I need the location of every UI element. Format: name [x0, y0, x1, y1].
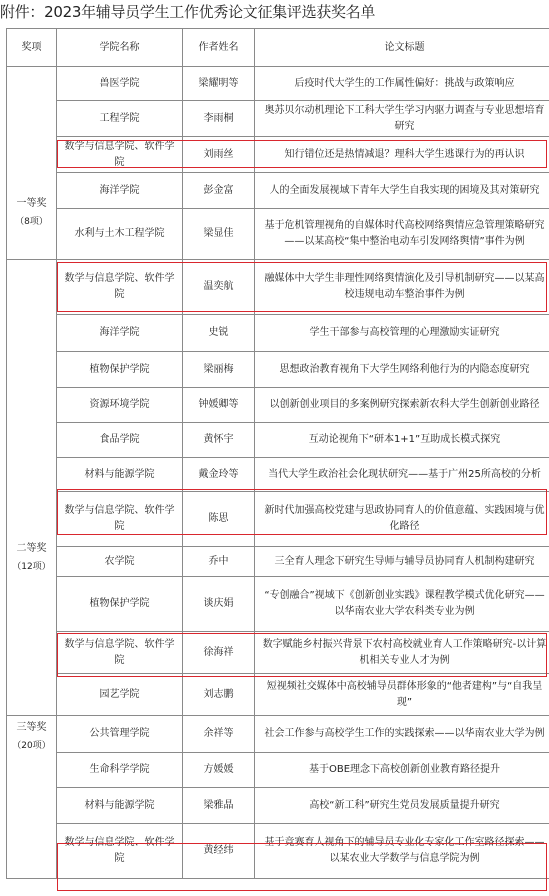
title-cell: 数字赋能乡村振兴背景下农村高校就业育人工作策略研究-以计算机相关专业人才为例 — [255, 632, 549, 674]
table-row — [7, 137, 549, 173]
title-cell: 社会工作参与高校学生工作的实践探索——以华南农业大学为例 — [255, 716, 549, 753]
table-row — [7, 674, 549, 716]
title-cell: 后疫时代大学生的工作属性偏好：挑战与政策响应 — [255, 67, 549, 101]
prize-second — [7, 260, 57, 716]
author-cell: 陈思 — [183, 492, 255, 547]
title-cell: 学生干部参与高校管理的心理激励实证研究 — [255, 315, 549, 352]
author-cell: 史锐 — [183, 315, 255, 352]
title-cell: 融媒体中大学生非理性网络舆情演化及引导机制研究——以某高校违规电动车整治事件为例 — [255, 260, 549, 315]
college-cell: 数学与信息学院、软件学院 — [57, 260, 183, 315]
author-cell: 方媛媛 — [183, 753, 255, 788]
table-row — [7, 423, 549, 458]
header-author: 作者姓名 — [183, 29, 255, 67]
prize-count: （20项） — [12, 741, 51, 751]
author-cell: 余祥等 — [183, 716, 255, 753]
prize-label: 一等奖 — [16, 198, 47, 209]
college-cell: 数学与信息学院、软件学院 — [57, 632, 183, 674]
table-row — [7, 492, 549, 547]
title-cell: 基于危机管理视角的自媒体时代高校网络舆情应急管理策略研究——以某高校“集中整治电动车引发网络舆情”事件为例 — [255, 209, 549, 260]
author-cell: 梁显佳 — [183, 209, 255, 260]
college-cell: 生命科学学院 — [57, 753, 183, 788]
college-cell: 资源环境学院 — [57, 388, 183, 423]
author-cell: 戴金玲等 — [183, 458, 255, 492]
header-title: 论文标题 — [255, 29, 549, 67]
title-cell: 奥苏贝尔动机理论下工科大学生学习内驱力调查与专业思想培育研究 — [255, 101, 549, 137]
table-row — [7, 824, 549, 879]
prize-label: 三等奖 — [16, 722, 47, 733]
table-row — [7, 101, 549, 137]
table-row — [7, 753, 549, 788]
table-row — [7, 547, 549, 577]
table-row — [7, 632, 549, 674]
prize-label: 二等奖 — [16, 542, 47, 554]
table-row — [7, 458, 549, 492]
college-cell: 园艺学院 — [57, 674, 183, 716]
author-cell: 黄经纬 — [183, 824, 255, 879]
college-cell: 数学与信息学院、软件学院 — [57, 824, 183, 879]
title-cell: 短视频社交媒体中高校辅导员群体形象的“他者建构”与“自我呈现” — [255, 674, 549, 716]
college-cell: 海洋学院 — [57, 315, 183, 352]
college-cell: 海洋学院 — [57, 173, 183, 209]
title-cell: 当代大学生政治社会化现状研究——基于广州25所高校的分析 — [255, 458, 549, 492]
table-row — [7, 209, 549, 260]
author-cell: 刘志鹏 — [183, 674, 255, 716]
table-row — [7, 388, 549, 423]
college-cell: 农学院 — [57, 547, 183, 577]
author-cell: 梁雅晶 — [183, 788, 255, 824]
title-cell: 新时代加强高校党建与思政协同育人的价值意蕴、实践困境与优化路径 — [255, 492, 549, 547]
author-cell: 黄怀宇 — [183, 423, 255, 458]
awards-table — [6, 28, 549, 879]
title-cell: 互动论视角下“研本1+1”互助成长模式探究 — [255, 423, 549, 458]
table-header-row — [7, 29, 549, 67]
table-row — [7, 716, 549, 753]
college-cell: 水利与土木工程学院 — [57, 209, 183, 260]
college-cell: 食品学院 — [57, 423, 183, 458]
header-prize: 奖项 — [7, 29, 57, 67]
college-cell: 植物保护学院 — [57, 352, 183, 388]
title-cell: 高校“新工科”研究生党员发展质量提升研究 — [255, 788, 549, 824]
title-cell: “专创融合”视域下《创新创业实践》课程教学模式优化研究——以华南农业大学农科类专业为例 — [255, 577, 549, 632]
college-cell: 公共管理学院 — [57, 716, 183, 753]
title-cell: 思想政治教育视角下大学生网络利他行为的内隐态度研究 — [255, 352, 549, 388]
author-cell: 钟媛卿等 — [183, 388, 255, 423]
author-cell: 乔中 — [183, 547, 255, 577]
college-cell: 植物保护学院 — [57, 577, 183, 632]
prize-first — [7, 67, 57, 260]
title-cell: 基于竞赛育人视角下的辅导员专业化专家化工作室路径探索——以某农业大学数学与信息学院为例 — [255, 824, 549, 879]
college-cell: 工程学院 — [57, 101, 183, 137]
author-cell: 彭金富 — [183, 173, 255, 209]
page-title: 附件：2023年辅导员学生工作优秀论文征集评选获奖名单 — [0, 3, 376, 21]
table-row — [7, 352, 549, 388]
table-row — [7, 67, 549, 101]
college-cell: 材料与能源学院 — [57, 788, 183, 824]
table-row — [7, 173, 549, 209]
author-cell: 谈庆娟 — [183, 577, 255, 632]
table-row — [7, 788, 549, 824]
table-row — [7, 577, 549, 632]
college-cell: 兽医学院 — [57, 67, 183, 101]
college-cell: 材料与能源学院 — [57, 458, 183, 492]
prize-count: （12项） — [12, 561, 51, 572]
author-cell: 李雨桐 — [183, 101, 255, 137]
college-cell: 数学与信息学院、软件学院 — [57, 137, 183, 173]
title-cell: 三全育人理念下研究生导师与辅导员协同育人机制构建研究 — [255, 547, 549, 577]
author-cell: 梁耀明等 — [183, 67, 255, 101]
header-college: 学院名称 — [57, 29, 183, 67]
author-cell: 徐海祥 — [183, 632, 255, 674]
table-row — [7, 260, 549, 315]
title-cell: 知行错位还是热情减退？理科大学生逃课行为的再认识 — [255, 137, 549, 173]
prize-third — [7, 716, 57, 879]
title-cell: 以创新创业项目的多案例研究探索新农科大学生创新创业路径 — [255, 388, 549, 423]
prize-count: （8项） — [15, 217, 48, 227]
title-cell: 基于OBE理念下高校创新创业教育路径提升 — [255, 753, 549, 788]
author-cell: 温奕航 — [183, 260, 255, 315]
college-cell: 数学与信息学院、软件学院 — [57, 492, 183, 547]
title-cell: 人的全面发展视域下青年大学生自我实现的困境及其对策研究 — [255, 173, 549, 209]
table-row — [7, 315, 549, 352]
author-cell: 梁丽梅 — [183, 352, 255, 388]
author-cell: 刘雨丝 — [183, 137, 255, 173]
